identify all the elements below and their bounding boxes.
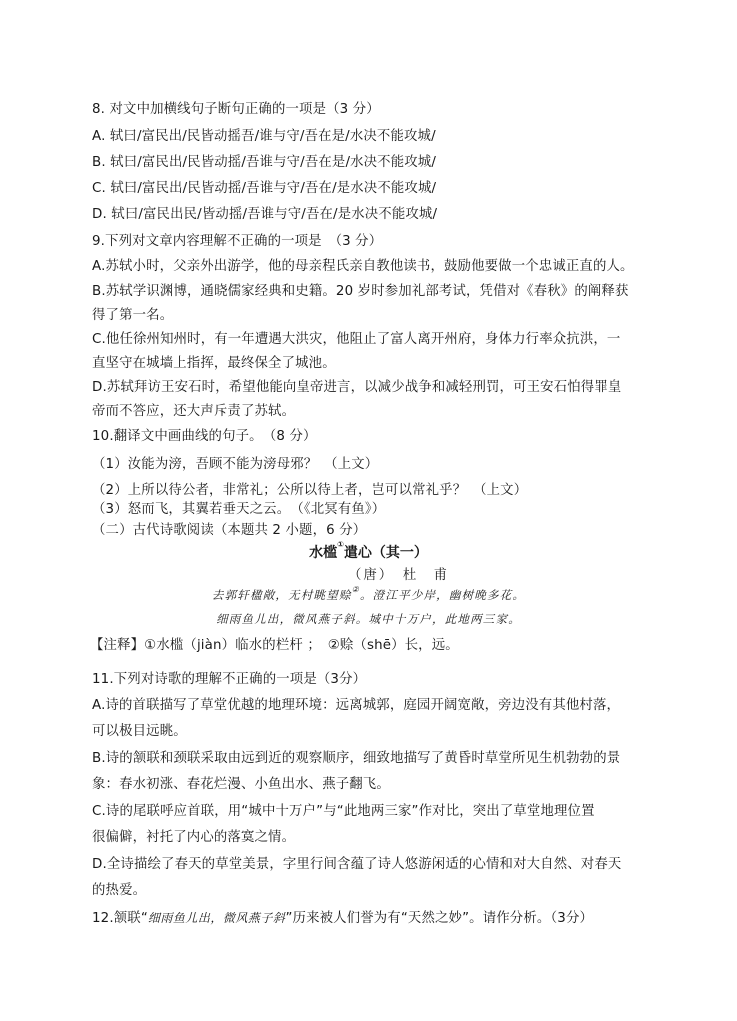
poem-line-1: 去郭轩楹敞，无村眺望赊②。澄江平少岸，幽树晚多花。: [211, 585, 526, 602]
q10-sentence-2: （2）上所以待公者，非常礼；公所以待上者，岂可以常礼乎？ （上文）: [92, 483, 528, 498]
q11-option-d-line1: D.全诗描绘了春天的草堂美景，字里行间含蕴了诗人悠游闲适的心情和对大自然、对春天: [92, 857, 622, 872]
q10-sentence-1: （1）汝能为滂，吾顾不能为滂母邪？ （上文）: [92, 457, 379, 472]
poem-line-2: 细雨鱼儿出，微风燕子斜。城中十万户，此地两三家。: [216, 612, 521, 626]
poem-line-note-marker: ②: [351, 585, 360, 594]
section-heading: （二）古代诗歌阅读（本题共 2 小题，6 分）: [92, 523, 367, 538]
q8-option-d: D. 轼曰/富民出民/皆动摇/吾谁与守/吾在/是水决不能攻城/: [92, 207, 438, 222]
q11-option-b-line1: B.诗的颔联和颈联采取由远到近的观察顺序，细致地描写了黄昏时草堂所见生机勃勃的景: [92, 751, 621, 766]
q9-option-c-line1: C.他任徐州知州时，有一年遭遇大洪灾，他阻止了富人离开州府，身体力行率众抗洪，一: [92, 332, 621, 347]
poem-annotation: 【注释】①水槛（jiàn）临水的栏杆 ； ②赊（shē）长，远。: [90, 638, 459, 653]
q8-option-b: B. 轼曰/富民出/民皆动摇/吾谁与守/吾在是/水决不能攻城/: [92, 155, 437, 170]
q11-option-b-line2: 象：春水初涨、春花烂漫、小鱼出水、燕子翻飞。: [92, 777, 390, 792]
poem-title: 水槛①遣心（其一）: [309, 540, 428, 561]
q11-stem: 11.下列对诗歌的理解不正确的一项是（3分）: [92, 672, 367, 687]
q8-option-a: A. 轼曰/富民出/民皆动摇吾/谁与守/吾在是/水决不能攻城/: [92, 129, 436, 144]
q10-stem: 10.翻译文中画曲线的句子。 （8 分）: [92, 429, 317, 444]
q12-stem: 12.颔联“细雨鱼儿出，微风燕子斜”历来被人们誉为有“天然之妙”。请作分析。（3分）: [92, 911, 594, 926]
q9-option-d-line1: D.苏轼拜访王安石时，希望他能向皇帝进言，以减少战争和减轻刑罚，可王安石怕得罪皇: [92, 380, 622, 395]
q9-option-b-line1: B.苏轼学识渊博，通晓儒家经典和史籍。20 岁时参加礼部考试，凭借对《春秋》的阐释获: [92, 284, 629, 299]
q9-option-c-line2: 直坚守在城墙上指挥，最终保全了城池。: [92, 356, 336, 371]
q11-option-c-line2: 很偏僻，衬托了内心的落寞之情。: [92, 830, 296, 845]
q11-option-c-line1: C.诗的尾联呼应首联，用“城中十万户”与“此地两三家”作对比，突出了草堂地理位置: [92, 804, 595, 819]
q9-option-a: A.苏轼小时，父亲外出游学，他的母亲程氏亲自教他读书，鼓励他要做一个忠诚正直的人。: [92, 259, 634, 274]
q8-stem: 8. 对文中加横线句子断句正确的一项是（3 分）: [92, 102, 380, 117]
q8-option-c: C. 轼曰/富民出/民皆动摇/吾谁与守/吾在/是水决不能攻城/: [92, 181, 437, 196]
q9-option-d-line2: 帝而不答应，还大声斥责了苏轼。: [92, 404, 296, 419]
q10-sentence-3: （3）怒而飞，其翼若垂天之云。 （《北冥有鱼》）: [92, 502, 386, 517]
q9-option-b-line2: 得了第一名。: [92, 308, 174, 323]
q9-stem: 9.下列对文章内容理解不正确的一项是 （3 分）: [92, 234, 383, 249]
poem-author: （唐） 杜 甫: [347, 568, 450, 583]
q11-option-d-line2: 的热爱。: [92, 883, 147, 898]
q11-option-a-line2: 可以极目远眺。: [92, 724, 187, 739]
q12-quoted-couplet: 细雨鱼儿出，微风燕子斜: [147, 911, 286, 925]
q11-option-a-line1: A.诗的首联描写了草堂优越的地理环境：远离城郭，庭园开阔宽敞，旁边没有其他村落，: [92, 698, 621, 713]
poem-title-note-marker: ①: [337, 540, 344, 549]
